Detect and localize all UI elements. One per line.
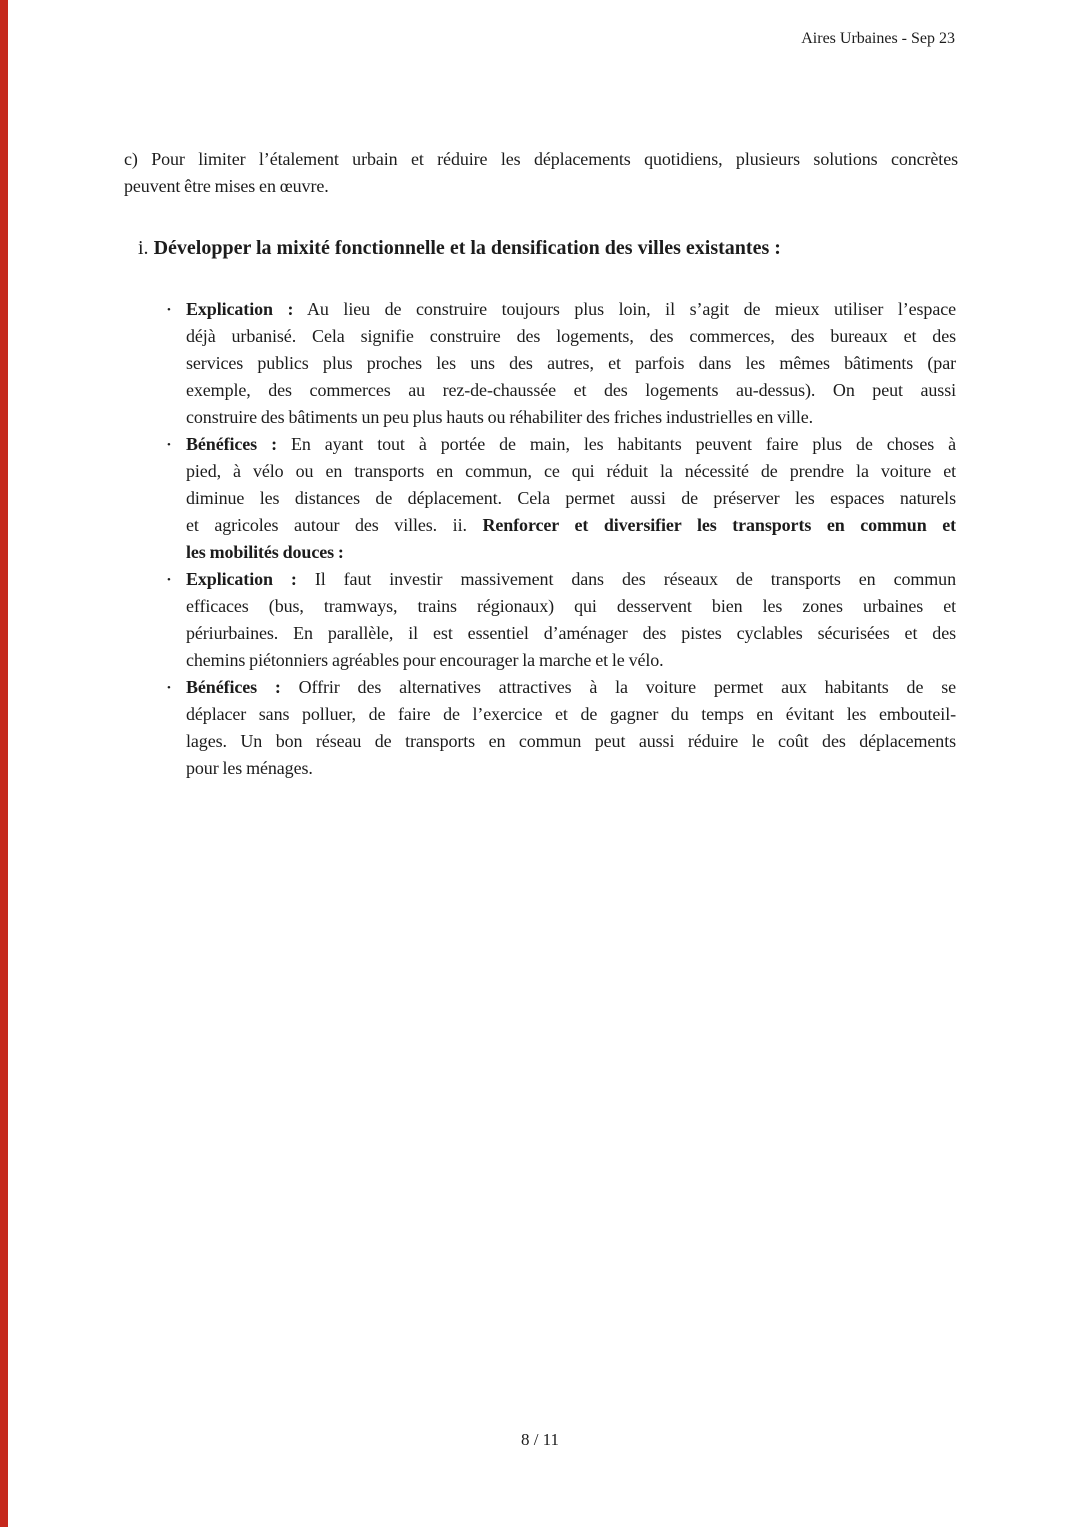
text-line [186, 647, 956, 674]
body-text: déjà urbanisé. Cela signifie construire des logements, des commerces, des bureaux et des [186, 326, 956, 346]
heading-title: Développer la mixité fonctionnelle et la densification des villes existantes : [153, 237, 781, 259]
text-line [186, 458, 956, 485]
list-item-text [186, 431, 956, 566]
body-text: périurbaines. En parallèle, il est essentiel d’aménager des pistes cyclables sécurisées et des [186, 623, 956, 643]
body-text: lages. Un bon réseau de transports en commun peut aussi réduire le coût des déplacements [186, 731, 956, 751]
text-line [186, 404, 956, 431]
list-item [167, 296, 957, 431]
text-line [186, 377, 956, 404]
list-item-text [186, 296, 956, 431]
body-text: diminue les distances de déplacement. Cela permet aussi de préserver les espaces naturels [186, 488, 956, 508]
text-line [186, 323, 956, 350]
text-line [186, 350, 956, 377]
heading-numeral: i. [138, 237, 154, 259]
body-text: construire des bâtiments un peu plus hauts ou réhabiliter des friches industrielles en ville. [186, 407, 814, 427]
body-text: Offrir des alternatives attractives à la voiture permet aux habitants de se [280, 677, 956, 697]
text-line [186, 674, 956, 701]
list-item-text [186, 566, 956, 674]
bullet-icon: • [167, 439, 171, 451]
text-line [186, 620, 956, 647]
body-text: pour les ménages. [186, 758, 313, 778]
left-accent-bar [0, 0, 8, 1527]
list-item-text [186, 674, 956, 782]
page-number: 8 / 11 [520, 1430, 560, 1449]
body-text: Au lieu de construire toujours plus loin, il s’agit de mieux utiliser l’espace [293, 299, 956, 319]
body-text: chemins piétonniers agréables pour encourager la marche et le vélo. [186, 650, 664, 670]
body-text: déplacer sans polluer, de faire de l’exercice et de gagner du temps en évitant les embouteil- [186, 704, 956, 724]
bullet-icon: • [167, 304, 171, 316]
text-line [186, 728, 956, 755]
text-line [186, 566, 956, 593]
text-line [124, 146, 958, 173]
text-line [124, 173, 958, 200]
page-header: Aires Urbaines - Sep 23 [801, 30, 955, 47]
bold-text: Bénéfices : [186, 677, 281, 697]
text-line [186, 539, 956, 566]
bold-text: les mobilités douces : [186, 542, 344, 562]
bold-text: Renforcer et diversifier les transports en commun et [482, 515, 956, 535]
body-text: c) Pour limiter l’étalement urbain et réduire les déplacements quotidiens, plusieurs solutions concrètes [124, 149, 958, 169]
bullet-icon: • [167, 682, 171, 694]
body-text: exemple, des commerces au rez-de-chaussée et des logements au-dessus). On peut aussi [186, 380, 956, 400]
body-text: En ayant tout à portée de main, les habitants peuvent faire plus de choses à [276, 434, 956, 454]
text-line [186, 431, 956, 458]
text-line [186, 755, 956, 782]
bullet-list [167, 296, 957, 782]
body-text: services publics plus proches les uns des autres, et parfois dans les mêmes bâtiments (par [186, 353, 956, 373]
text-line [186, 485, 956, 512]
intro-paragraph [124, 146, 958, 200]
body-text: pied, à vélo ou en transports en commun, ce qui réduit la nécessité de prendre la voiture et [186, 461, 956, 481]
bold-text: Explication : [186, 299, 294, 319]
list-item [167, 674, 957, 782]
bold-text: Explication : [186, 569, 297, 589]
bold-text: Bénéfices : [186, 434, 277, 454]
bullet-icon: • [167, 574, 171, 586]
section-heading [138, 234, 978, 262]
list-item [167, 566, 957, 674]
text-line [186, 512, 956, 539]
list-item [167, 431, 957, 566]
body-text: efficaces (bus, tramways, trains régionaux) qui desservent bien les zones urbaines et [186, 596, 956, 616]
body-text: peuvent être mises en œuvre. [124, 176, 329, 196]
body-text: et agricoles autour des villes. ii. [186, 515, 483, 535]
body-text: Il faut investir massivement dans des réseaux de transports en commun [296, 569, 956, 589]
text-line [186, 593, 956, 620]
text-line [186, 296, 956, 323]
text-line [186, 701, 956, 728]
